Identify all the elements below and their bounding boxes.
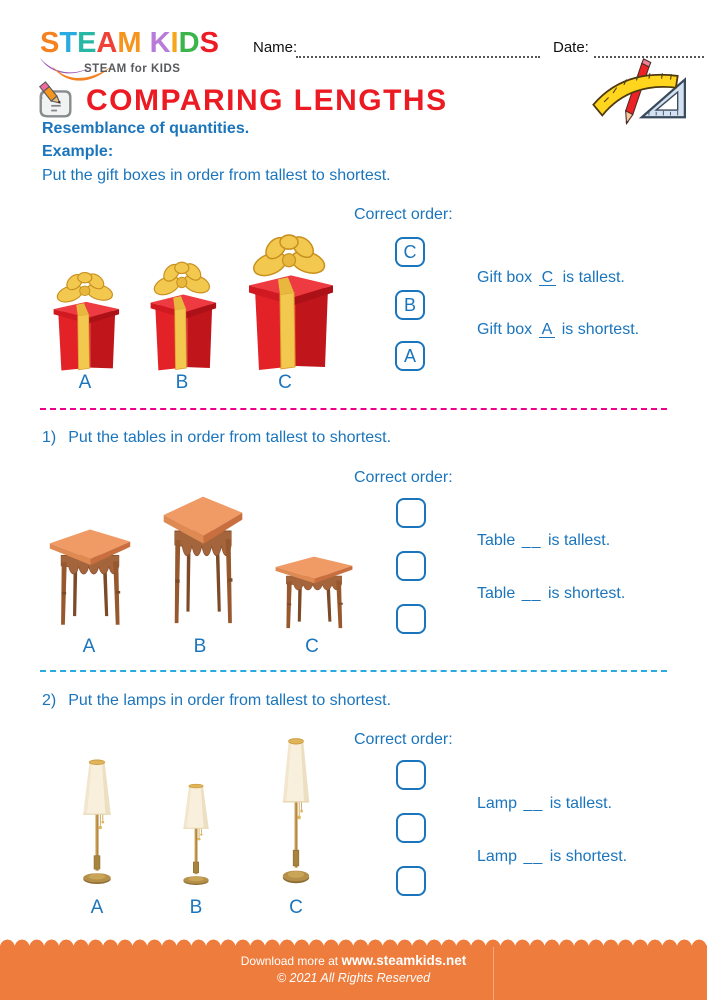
gift-box-b-image	[142, 255, 220, 372]
logo-letter: D	[178, 27, 200, 59]
footer-download-prefix: Download more at	[240, 954, 339, 968]
answer-box-empty[interactable]	[396, 551, 426, 581]
correct-order-label: Correct order:	[354, 206, 453, 223]
item-label: C	[278, 372, 292, 393]
statement-tallest	[477, 532, 610, 550]
statement-blank[interactable]: __	[523, 848, 544, 865]
q2-instruction	[42, 692, 391, 710]
logo-letter: E	[77, 27, 97, 59]
item-label: B	[193, 636, 207, 657]
pencil-note-icon	[33, 80, 79, 122]
item-label: A	[90, 897, 104, 918]
statement-suffix: is shortest.	[561, 321, 640, 338]
statement-shortest	[477, 321, 639, 339]
lamp-a-image	[72, 756, 122, 889]
q2-text: Put the lamps in order from tallest to shortest.	[68, 692, 392, 709]
answer-box-empty[interactable]	[396, 813, 426, 843]
statement-prefix: Lamp	[477, 848, 518, 865]
item-label: A	[82, 636, 96, 657]
subtitle: Resemblance of quantities.	[42, 120, 250, 137]
date-input-line[interactable]	[594, 40, 704, 58]
statement-blank[interactable]: __	[521, 532, 542, 549]
statement-suffix: is tallest.	[549, 795, 612, 812]
logo-tagline: STEAM for KIDS	[84, 63, 181, 75]
logo-letter: A	[96, 27, 118, 59]
answer-box-filled: C	[395, 237, 425, 267]
answer-box-empty[interactable]	[396, 604, 426, 634]
item-label: C	[289, 897, 303, 918]
name-label: Name:	[253, 39, 298, 56]
answer-box-filled: B	[395, 290, 425, 320]
logo-letter: S	[40, 27, 60, 59]
table-b-image	[160, 492, 246, 630]
statement-suffix: is tallest.	[562, 269, 625, 286]
section-divider	[40, 408, 667, 410]
statement-blank[interactable]: __	[521, 585, 542, 602]
steam-kids-wordmark	[40, 27, 219, 60]
statement-tallest	[477, 269, 625, 287]
page-title: COMPARING LENGTHS	[86, 84, 448, 117]
item-label: C	[305, 636, 319, 657]
footer-site-link[interactable]: www.steamkids.net	[341, 953, 467, 968]
item-label: B	[175, 372, 189, 393]
table-a-image	[46, 526, 134, 630]
statement-answer: A	[539, 322, 556, 338]
footer-scallop-edge	[0, 939, 707, 947]
statement-shortest	[477, 848, 627, 866]
statement-shortest	[477, 585, 625, 603]
lamp-c-image	[272, 734, 320, 889]
logo-letter: S	[199, 27, 219, 59]
answer-box-empty[interactable]	[396, 866, 426, 896]
statement-prefix: Lamp	[477, 795, 518, 812]
logo-letter: I	[170, 27, 179, 59]
item-label: A	[78, 372, 92, 393]
answer-box-empty[interactable]	[396, 760, 426, 790]
q2-number: 2)	[42, 692, 57, 709]
correct-order-label: Correct order:	[354, 731, 453, 748]
gift-box-c-image	[238, 226, 338, 372]
ruler-set-square-icon	[588, 58, 692, 128]
q1-text: Put the tables in order from tallest to shortest.	[68, 429, 392, 446]
date-label: Date:	[553, 39, 589, 56]
statement-suffix: is shortest.	[549, 848, 628, 865]
section-divider	[40, 670, 667, 672]
statement-answer: C	[539, 270, 557, 286]
statement-prefix: Gift box	[477, 321, 533, 338]
gift-box-a-image	[45, 266, 123, 372]
logo-letter: M	[117, 27, 142, 59]
item-label: B	[189, 897, 203, 918]
statement-prefix: Table	[477, 585, 516, 602]
example-instruction: Put the gift boxes in order from tallest to shortest.	[42, 167, 391, 184]
footer-download-text	[0, 953, 707, 968]
example-label: Example:	[42, 143, 114, 160]
statement-suffix: is shortest.	[547, 585, 626, 602]
correct-order-label: Correct order:	[354, 469, 453, 486]
statement-prefix: Gift box	[477, 269, 533, 286]
logo-letter: T	[59, 27, 78, 59]
statement-blank[interactable]: __	[523, 795, 544, 812]
lamp-b-image	[173, 781, 219, 889]
logo-letter	[142, 27, 150, 59]
footer-copyright: © 2021 All Rights Reserved	[276, 971, 431, 985]
name-input-line[interactable]	[296, 40, 540, 58]
q1-number: 1)	[42, 429, 57, 446]
answer-box-empty[interactable]	[396, 498, 426, 528]
answer-box-filled: A	[395, 341, 425, 371]
statement-suffix: is tallest.	[547, 532, 611, 549]
logo-letter: K	[149, 27, 171, 59]
statement-prefix: Table	[477, 532, 516, 549]
table-c-image	[272, 554, 356, 632]
statement-tallest	[477, 795, 612, 813]
q1-instruction	[42, 429, 391, 447]
